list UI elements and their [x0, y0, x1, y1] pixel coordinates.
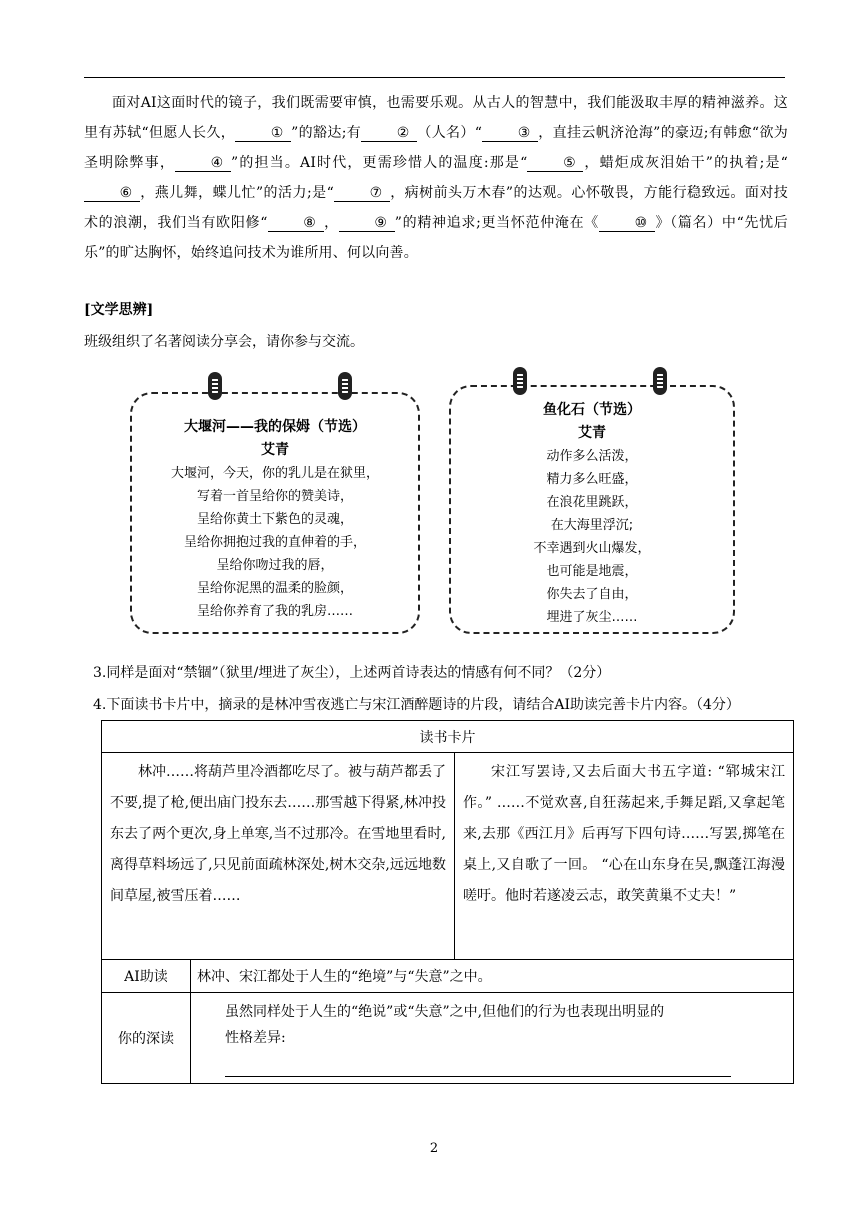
blank-1[interactable]: ① [235, 125, 291, 142]
text-segment: ”的担当。AI时代，更需珍惜人的温度:那是“ [231, 155, 528, 171]
poem-title: 鱼化石（节选） [543, 402, 641, 418]
poem-line: 不幸遇到火山爆发， [533, 541, 651, 556]
deep-reading-cell [191, 993, 794, 1084]
answer-input[interactable] [225, 1060, 731, 1077]
poem-line: 大堰河，今天，你的乳儿是在狱里， [170, 466, 379, 481]
poem-line: 也可能是地震， [546, 564, 638, 579]
section-heading: [文学思辨] [84, 302, 154, 318]
poem-line: 动作多么活泼， [546, 449, 638, 464]
ai-reading-text: 林冲、宋江都处于人生的“绝境”与“失意”之中。 [191, 960, 794, 993]
poem-line: 在浪花里跳跃， [546, 495, 638, 510]
blank-4[interactable]: ④ [175, 155, 231, 172]
poem-line: 在大海里浮沉; [550, 518, 634, 533]
binder-ring-icon [513, 367, 527, 395]
binder-ring-icon [653, 367, 667, 395]
blank-5[interactable]: ⑤ [527, 155, 583, 172]
text-segment: ，蜡炬成灰泪始干”的执着;是“ [583, 155, 789, 171]
intro-paragraph [84, 88, 788, 268]
text-segment: ， [323, 215, 339, 231]
poem-body [451, 399, 733, 629]
excerpt-lin-chong: 林冲……将葫芦里冷酒都吃尽了。被与葫芦都丢了不要,提了枪,便出庙门投东去……那雪越下得紧,林冲投东去了两个更次,身上单寒,当不过那冷。在雪地里看时,离得草料场远了,只见前面疏林深处,树木交杂,远远地数间草屋,被雪压着…… [102, 753, 455, 960]
blank-8[interactable]: ⑧ [268, 215, 324, 232]
header-rule [84, 77, 785, 78]
deep-reading-text: 虽然同样处于人生的“绝说”或“失意”之中,但他们的行为也表现出明显的 [225, 1004, 665, 1020]
text-segment: ，燕儿舞，蝶儿忙”的活力;是“ [140, 185, 334, 201]
ai-reading-label: AI助读 [102, 960, 191, 993]
poem-card-dayanhe [130, 392, 420, 634]
poem-line: 你失去了自由， [546, 587, 638, 602]
question-3: 3.同样是面对“禁锢”（狱里/埋进了灰尘），上述两首诗表达的情感有何不同？（2分） [93, 665, 611, 681]
poem-line: 呈给你泥黑的温柔的脸颜， [196, 581, 353, 596]
blank-10[interactable]: ⑩ [599, 215, 655, 232]
text-segment: ”的精神追求;更当怀范仲淹在《 [394, 215, 599, 231]
blank-3[interactable]: ③ [482, 125, 538, 142]
blank-9[interactable]: ⑨ [339, 215, 395, 232]
blank-6[interactable]: ⑥ [84, 185, 140, 202]
binder-ring-icon [338, 372, 352, 400]
deep-reading-prompt: 性格差异: [225, 1030, 286, 1046]
text-segment: ，直挂云帆济沧海”的豪迈;有韩愈“欲为圣明除弊事， [84, 125, 789, 171]
poem-line: 呈给你养育了我的乳房…… [196, 604, 353, 619]
deep-reading-label: 你的深读 [102, 993, 191, 1084]
poem-line: 呈给你拥抱过我的直伸着的手， [183, 535, 366, 550]
excerpt-song-jiang: 宋江写罢诗,又去后面大书五字道: “郓城宋江作。” ……不觉欢喜,自狂荡起来,手舞足蹈,又拿起笔来,去那《西江月》后再写下四句诗……写罢,掷笔在桌上,又自歌了一回。 “心在山东身在吴,飘蓬江海漫嗟吁。他时若遂凌云志，敢笑黄巢不丈夫！” [455, 753, 794, 960]
poem-line: 呈给你黄土下紫色的灵魂， [196, 512, 353, 527]
binder-ring-icon [208, 372, 222, 400]
poem-line: 精力多么旺盛， [546, 472, 638, 487]
text-segment: ”的豁达;有 [291, 125, 362, 141]
poem-author: 艾青 [578, 425, 606, 441]
text-segment: 面对AI这面时代的镜子，我们既需要审慎，也需要乐观。从古人的智慧中，我们能汲取丰厚的精神滋养。这里有苏轼“但愿人长久， [84, 95, 788, 141]
text-segment: ，病树前头万木春”的达观。心怀敬畏，方能行稳致远。面对技术的浪潮，我们当有欧阳修“ [84, 185, 789, 231]
blank-2[interactable]: ② [361, 125, 417, 142]
poem-line: 写着一首呈给你的赞美诗， [196, 489, 353, 504]
poem-body [132, 416, 418, 623]
question-4: 4.下面读书卡片中，摘录的是林冲雪夜逃亡与宋江酒醉题诗的片段，请结合AI助读完善卡片内容。（4分） [93, 697, 740, 713]
poem-line: 呈给你吻过我的唇， [216, 558, 334, 573]
reading-card-table [101, 720, 794, 1084]
text-segment: 》（篇名）中“先忧后乐”的旷达胸怀，始终追问技术为谁所用、何以向善。 [84, 215, 789, 261]
deep-reading-answer-line [197, 1025, 787, 1077]
section-intro: 班级组织了名著阅读分享会，请你参与交流。 [84, 334, 364, 350]
poem-title: 大堰河——我的保姆（节选） [184, 419, 366, 435]
poem-line: 埋进了灰尘…… [546, 610, 638, 625]
text-segment: （人名）“ [417, 125, 483, 141]
poem-card-yuhuashi [449, 385, 735, 634]
reading-card-header: 读书卡片 [102, 721, 794, 753]
poem-author: 艾青 [261, 442, 289, 458]
page-number: 2 [429, 1141, 439, 1156]
blank-7[interactable]: ⑦ [334, 185, 390, 202]
